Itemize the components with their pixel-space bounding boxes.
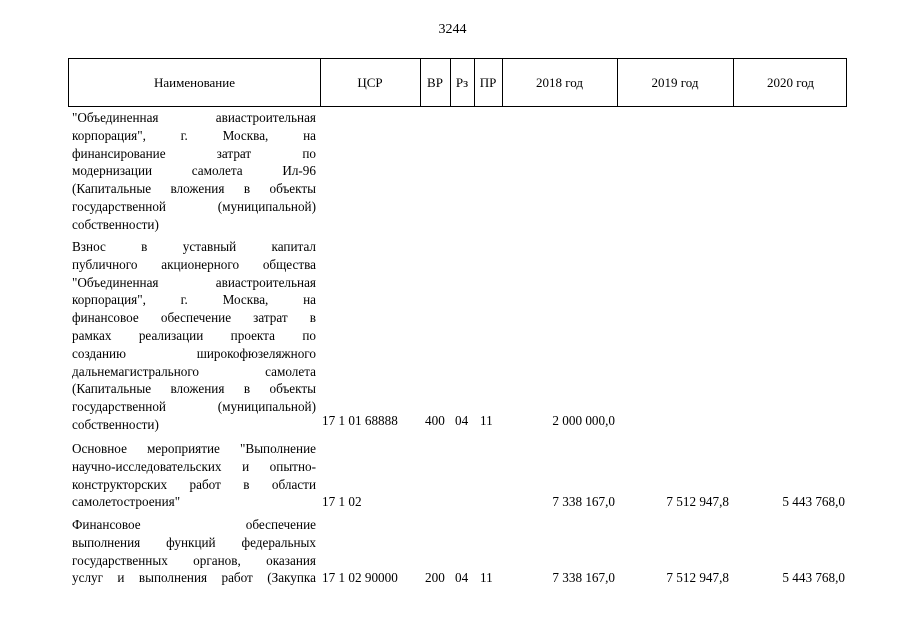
- header-vr: ВР: [427, 74, 443, 90]
- row-name: [72, 109, 316, 234]
- row-name-line: государственных органов, оказания: [72, 552, 316, 568]
- row-name-line: конструкторских работ в области: [72, 476, 316, 492]
- row-name-line: (Капитальные вложения в объекты: [72, 181, 316, 197]
- row-rz: 04: [455, 570, 469, 585]
- row-2020: 5 443 768,0: [782, 494, 845, 509]
- row-name-line: "Объединенная авиастроительная: [72, 274, 316, 290]
- table-header: [68, 58, 847, 107]
- row-name-line: государственной (муниципальной): [72, 198, 316, 214]
- header-pr: ПР: [479, 74, 497, 90]
- row-name-line: выполнения функций федеральных: [72, 534, 316, 550]
- header-csr: ЦСР: [357, 74, 383, 90]
- row-2020: 5 443 768,0: [782, 570, 845, 585]
- row-name-line: собственности): [72, 216, 159, 232]
- row-name-line: услуг и выполнения работ (Закупка: [72, 570, 316, 586]
- header-name: Наименование: [154, 74, 235, 90]
- row-name-line: Взнос в уставный капитал: [72, 239, 316, 254]
- row-pr: 11: [480, 570, 493, 585]
- header-2018: 2018 год: [536, 74, 583, 90]
- header-2019: 2019 год: [651, 74, 699, 90]
- row-2018: 7 338 167,0: [552, 494, 615, 509]
- row-name-line: созданию широкофюзеляжного: [72, 345, 316, 361]
- header-rz: Рз: [455, 74, 469, 90]
- row-name-line: финансирование затрат по: [72, 145, 316, 161]
- row-2018: 7 338 167,0: [552, 570, 615, 585]
- row-2019: 7 512 947,8: [666, 494, 729, 509]
- row-name-line: (Капитальные вложения в объекты: [72, 381, 316, 397]
- row-csr: 17 1 02 90000: [322, 570, 398, 585]
- row-rz: 04: [455, 413, 469, 428]
- row-2018: 2 000 000,0: [552, 413, 615, 428]
- row-name-line: государственной (муниципальной): [72, 399, 316, 415]
- row-csr: 17 1 02: [322, 494, 362, 509]
- row-vr: 200: [425, 570, 445, 585]
- row-csr: 17 1 01 68888: [322, 413, 398, 428]
- row-vr: 400: [425, 413, 445, 428]
- row-2019: 7 512 947,8: [666, 570, 729, 585]
- row-pr: 11: [480, 413, 493, 428]
- row-name-line: Финансовое обеспечение: [72, 517, 316, 532]
- row-name: [72, 516, 316, 587]
- row-name-line: рамках реализации проекта по: [72, 327, 316, 343]
- page-number: 3244: [438, 22, 467, 37]
- row-name: [72, 440, 316, 511]
- row-name: [72, 238, 316, 434]
- row-name-line: модернизации самолета Ил-96: [72, 163, 316, 179]
- row-name-line: "Объединенная авиастроительная: [72, 110, 316, 125]
- row-name-line: корпорация", г. Москва, на: [72, 127, 316, 143]
- row-name-line: публичного акционерного общества: [72, 256, 316, 272]
- row-name-line: самолетостроения": [72, 494, 181, 510]
- row-name-line: финансовое обеспечение затрат в: [72, 310, 316, 326]
- row-name-line: собственности): [72, 416, 159, 432]
- row-name-line: корпорация", г. Москва, на: [72, 292, 316, 308]
- header-2020: 2020 год: [767, 74, 814, 90]
- row-name-line: Основное мероприятие "Выполнение: [72, 441, 316, 456]
- row-name-line: научно-исследовательских и опытно-: [72, 458, 316, 474]
- row-name-line: дальнемагистрального самолета: [72, 363, 316, 379]
